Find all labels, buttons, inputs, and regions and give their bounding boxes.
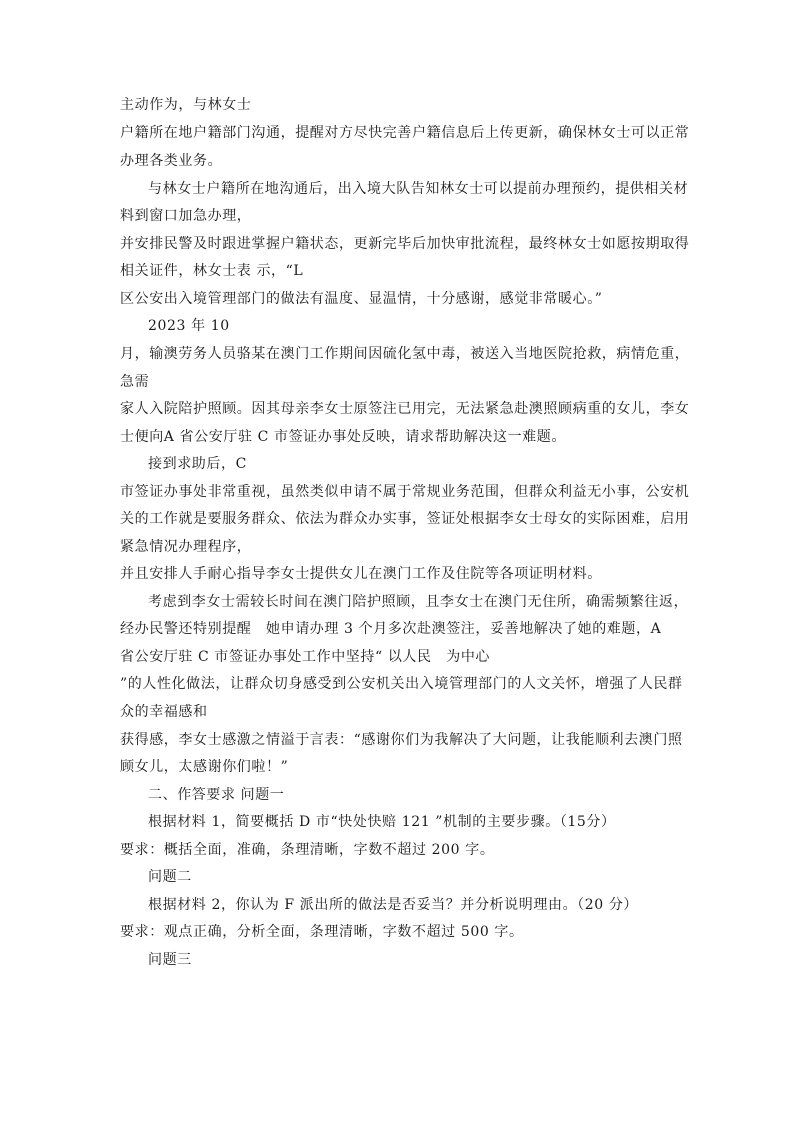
requirement-text: 要求：概括全面，准确，条理清晰，字数不超过 200 字。: [120, 842, 495, 858]
text-line: 并且安排人手耐心指导李女士提供女儿在澳门工作及住院等各项证明材料。: [120, 566, 602, 582]
text-line: 省公安厅驻 C 市签证办事处工作中坚持“ 以人民 为中心: [120, 649, 491, 665]
text-line: 料到窗口加急办理，: [120, 208, 252, 224]
text-line: 士便向A 省公安厅驻 C 市签证办事处反映，请求帮助解决这一难题。: [120, 429, 566, 445]
text-line: 区公安出入境管理部门的做法有温度、显温情，十分感谢，感觉非常暖心。”: [120, 291, 603, 307]
text-line: 关的工作就是要服务群众、依法为群众办实事，签证处根据李女士母女的实际困难，启用: [120, 511, 690, 527]
text-line: 家人入院陪护照顾。因其母亲李女士原签注已用完，无法紧急赴澳照顾病重的女儿，李女: [120, 401, 690, 417]
text-line: 与林女士户籍所在地沟通后，出入境大队告知林女士可以提前办理预约，提供相关材: [148, 181, 689, 197]
text-line: 众的幸福感和: [120, 704, 208, 720]
question-text: 根据材料 1，简要概括 D 市“快处快赔 121 ”机制的主要步骤。（15分）: [148, 814, 616, 830]
text-line: 相关证件，林女士表 示，“L: [120, 263, 304, 279]
text-line: 获得感，李女士感激之情溢于言表：“感谢你们为我解决了大问题，让我能顺利去澳门照: [120, 732, 683, 748]
text-line: 月，输澳劳务人员骆某在澳门工作期间因硫化氢中毒，被送入当地医院抢救，病情危重，: [120, 346, 690, 362]
question-text: 根据材料 2，你认为 F 派出所的做法是否妥当？并分析说明理由。（20 分）: [148, 897, 639, 913]
text-line: 主动作为，与林女士: [120, 97, 252, 113]
text-line: 并安排民警及时跟进掌握户籍状态，更新完毕后加快审批流程，最终林女士如愿按期取得: [120, 236, 690, 252]
text-line: 接到求助后，C: [148, 456, 247, 472]
question-heading: 问题三: [148, 952, 192, 968]
text-line: 2023 年 10: [148, 318, 230, 334]
text-line: 市签证办事处非常重视，虽然类似申请不属于常规业务范围，但群众利益无小事，公安机: [120, 484, 690, 500]
text-line: 户籍所在地户籍部门沟通，提醒对方尽快完善户籍信息后上传更新，确保林女士可以正常: [120, 125, 690, 141]
question-heading: 问题二: [148, 869, 192, 885]
text-line: 顾女儿，太感谢你们啦！”: [120, 759, 289, 775]
text-line: 经办民警还特别提醒 她申请办理 3 个月多次赴澳签注，妥善地解决了她的难题，A: [120, 621, 662, 637]
requirement-text: 要求：观点正确，分析全面，条理清晰，字数不超过 500 字。: [120, 924, 524, 940]
text-line: 考虑到李女士需较长时间在澳门陪护照顾，且李女士在澳门无住所，确需频繁往返，: [148, 594, 689, 610]
text-line: 办理各类业务。: [120, 153, 223, 169]
text-line: 急需: [120, 374, 150, 390]
section-heading: 二、作答要求 问题一: [148, 787, 285, 803]
text-line: 紧急情况办理程序，: [120, 539, 252, 555]
text-line: ”的人性化做法，让群众切身感受到公安机关出入境管理部门的人文关怀，增强了人民群: [120, 676, 683, 692]
